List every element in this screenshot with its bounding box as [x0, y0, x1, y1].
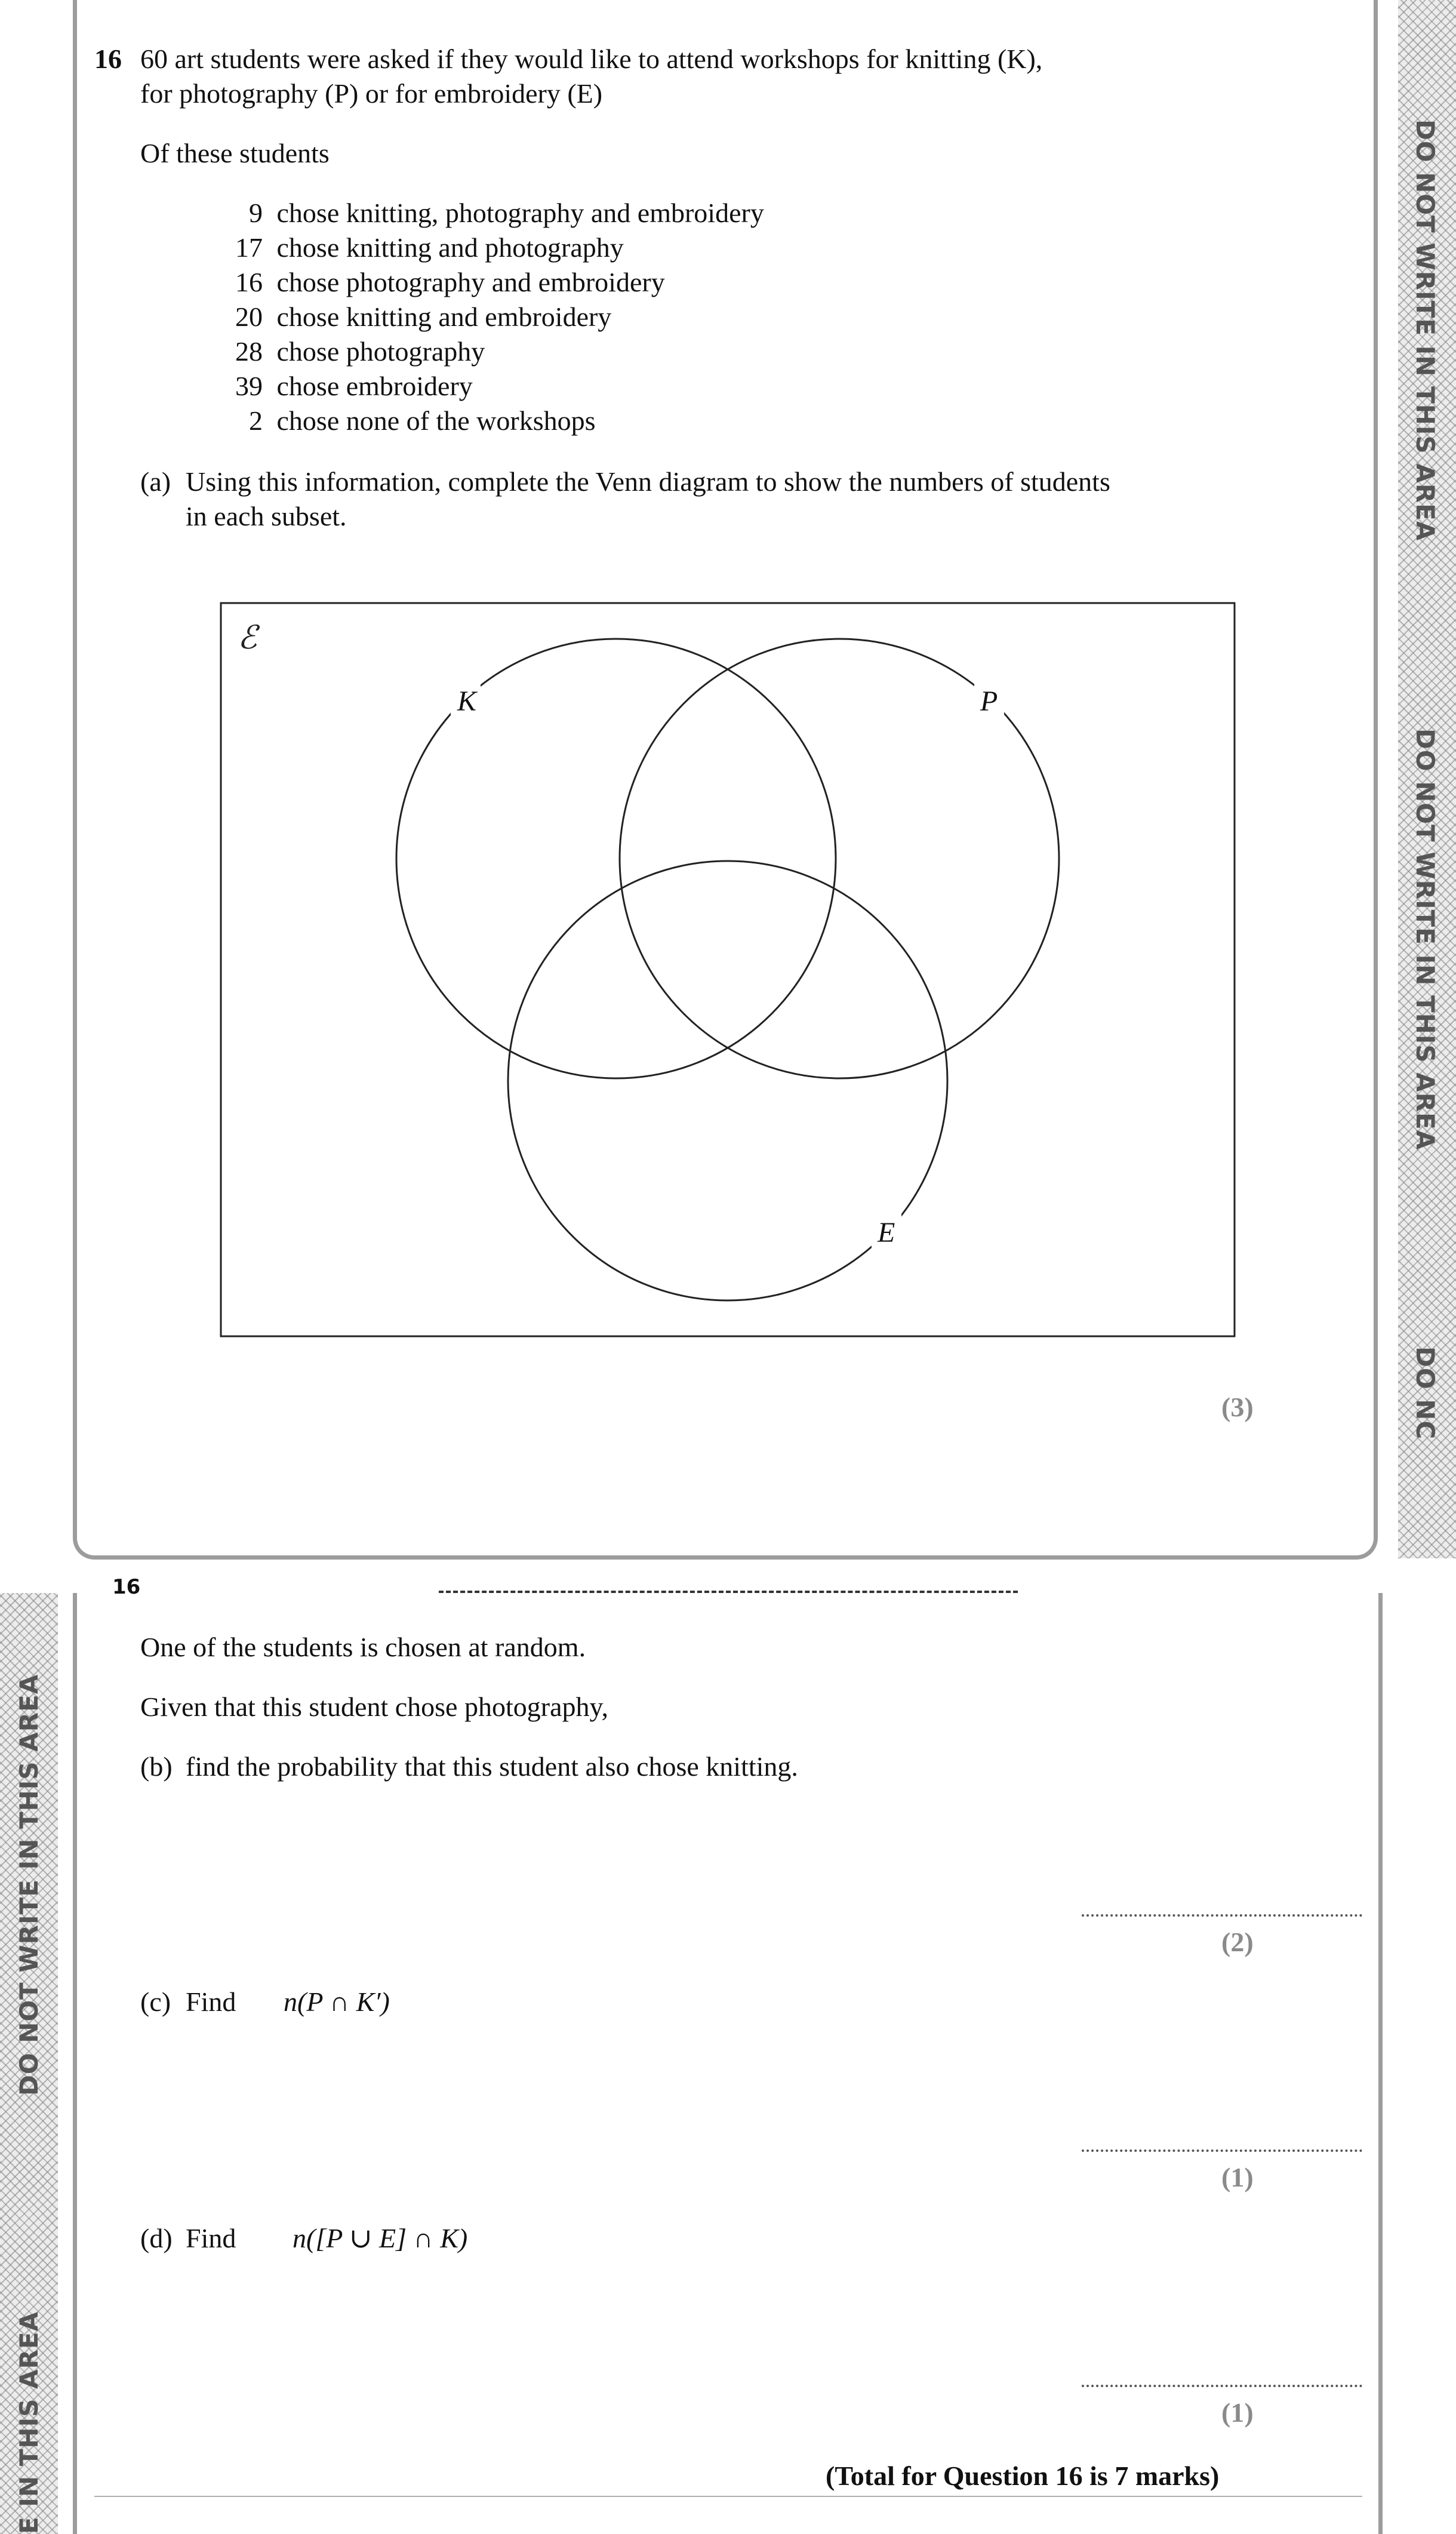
part-b-answer-line[interactable] [1082, 1914, 1362, 1917]
fact-text: chose knitting, photography and embroidery [276, 198, 764, 228]
part-a-line2: in each subset. [186, 501, 347, 531]
margin-warning-right-2: DO NOT WRITE IN THIS AREA [1411, 728, 1440, 1151]
fact-text: chose none of the workshops [276, 405, 596, 436]
part-d-answer-line[interactable] [1082, 2385, 1362, 2387]
set-p-label: P [980, 685, 998, 717]
part-b-text: find the probability that this student also chose knitting. [186, 1751, 798, 1782]
fact-text: chose knitting and photography [276, 232, 624, 263]
fact-count: 16 [235, 267, 263, 297]
question-intro-line1: 60 art students were asked if they would like to attend workshops for knitting (K), [140, 44, 1043, 74]
question-intro-line2: for photography (P) or for embroidery (E) [140, 78, 603, 109]
fact-count: 39 [235, 371, 263, 401]
fact-count: 9 [249, 198, 263, 228]
part-a-line1: Using this information, complete the Venn diagram to show the numbers of students [186, 466, 1110, 497]
part-b-marks: (2) [1221, 1927, 1254, 1957]
part-d-expression: n([P ∪ E] ∩ K) [293, 2223, 468, 2253]
margin-warning-left-2: E IN THIS AREA [14, 2311, 44, 2534]
part-c-expression: n(P ∩ K′) [284, 1986, 390, 2017]
part-c-answer-line[interactable] [1082, 2149, 1362, 2152]
universal-symbol: ℰ [238, 619, 257, 656]
part-d-text: Find [186, 2223, 236, 2253]
page-frame-bottom-right [1378, 1593, 1383, 2534]
fact-text: chose photography [276, 336, 485, 367]
universal-set-box [221, 603, 1235, 1336]
fact-count: 17 [235, 232, 263, 263]
fact-count: 20 [235, 302, 263, 332]
of-these-students: Of these students [140, 138, 330, 168]
part-d-marks: (1) [1221, 2397, 1254, 2428]
part-d-label: (d) [140, 2223, 173, 2253]
set-k-label: K [457, 685, 477, 717]
margin-strip-left [0, 1593, 58, 2534]
fact-count: 28 [235, 336, 263, 367]
given-text: Given that this student chose photography, [140, 1692, 608, 1722]
part-c-text: Find [186, 1986, 236, 2017]
part-a-label: (a) [140, 466, 171, 497]
continue-text: One of the students is chosen at random. [140, 1632, 586, 1662]
part-c-marks: (1) [1221, 2162, 1254, 2192]
page-break-dashes [439, 1591, 1018, 1593]
fact-text: chose embroidery [276, 371, 473, 401]
question-total: (Total for Question 16 is 7 marks) [826, 2461, 1220, 2491]
total-rule [94, 2496, 1362, 2497]
margin-warning-left-1: DO NOT WRITE IN THIS AREA [14, 1674, 44, 2096]
part-b-label: (b) [140, 1751, 173, 1782]
fact-count: 2 [249, 405, 263, 436]
fact-text: chose knitting and embroidery [276, 302, 612, 332]
margin-warning-right-3: DO NC [1411, 1346, 1440, 1440]
part-a-marks: (3) [1221, 1392, 1254, 1422]
part-c-label: (c) [140, 1986, 171, 2017]
margin-warning-right-1: DO NOT WRITE IN THIS AREA [1411, 119, 1440, 542]
page-frame-bottom-left [73, 1593, 77, 2534]
page-number: 16 [112, 1575, 141, 1599]
question-number: 16 [94, 44, 122, 74]
set-e-label: E [878, 1217, 895, 1248]
fact-text: chose photography and embroidery [276, 267, 665, 297]
